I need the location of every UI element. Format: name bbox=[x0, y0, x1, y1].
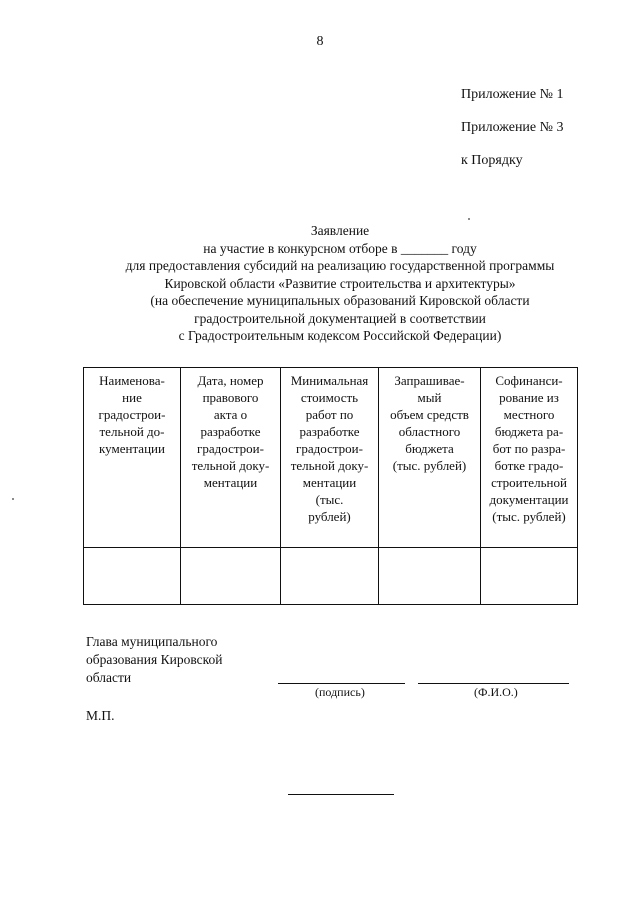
appendix-number-3: Приложение № 3 bbox=[461, 120, 564, 135]
title-line: (на обеспечение муниципальных образований Кировской области bbox=[150, 293, 530, 308]
header-requested-amount-text: Запрашивае- мый объем средств областного бюджета (тыс. рублей) bbox=[390, 373, 469, 473]
appendix-procedure-ref: к Порядку bbox=[461, 153, 523, 168]
application-title-block bbox=[40, 222, 640, 345]
full-name-line[interactable] bbox=[418, 683, 569, 684]
official-position-label: Глава муниципального образования Кировской области bbox=[86, 634, 223, 685]
table-header-row bbox=[84, 368, 578, 548]
header-min-cost-text: Минимальная стоимость работ по разработке градострои- тельной доку- ментации (тыс. рублей) bbox=[290, 373, 369, 524]
title-line: градостроительной документацией в соответствии bbox=[194, 310, 486, 326]
header-cofinancing bbox=[481, 368, 578, 548]
scan-speck bbox=[12, 498, 14, 500]
full-name-caption: (Ф.И.О.) bbox=[474, 685, 518, 699]
title-line: Кировской области «Развитие строительства и архитектуры» bbox=[164, 275, 516, 291]
signature-line[interactable] bbox=[278, 683, 405, 684]
empty-cell-min-cost[interactable] bbox=[281, 548, 379, 605]
header-requested-amount bbox=[379, 368, 481, 548]
bottom-divider-line bbox=[288, 794, 394, 795]
title-line: с Градостроительным кодексом Российской Федерации) bbox=[178, 328, 502, 343]
signature-caption: (подпись) bbox=[315, 685, 365, 699]
header-cofinancing-text: Софинанси- рование из местного бюджета ра- бот по разра- ботке градо- строительной документации (тыс. рублей) bbox=[489, 373, 569, 524]
header-legal-act bbox=[181, 368, 281, 548]
empty-cell-legal-act[interactable] bbox=[181, 548, 281, 605]
table-row bbox=[84, 548, 578, 605]
page-number: 8 bbox=[316, 34, 324, 49]
header-doc-name-text: Наименова- ние градострои- тельной до- кументации bbox=[98, 373, 166, 456]
header-min-cost bbox=[281, 368, 379, 548]
seal-placeholder: М.П. bbox=[86, 708, 115, 723]
title-line: для предоставления субсидий на реализацию государственной программы bbox=[125, 258, 555, 273]
title-line: на участие в конкурсном отборе в _______ году bbox=[203, 240, 477, 256]
empty-cell-cofinancing[interactable] bbox=[481, 548, 578, 605]
application-table bbox=[83, 367, 578, 605]
header-legal-act-text: Дата, номер правового акта о разработке градострои- тельной доку- ментации bbox=[191, 373, 270, 490]
application-heading: Заявление bbox=[310, 223, 370, 238]
appendix-number-1: Приложение № 1 bbox=[461, 87, 564, 102]
header-doc-name bbox=[84, 368, 181, 548]
empty-cell-doc-name[interactable] bbox=[84, 548, 181, 605]
empty-cell-requested-amount[interactable] bbox=[379, 548, 481, 605]
scan-speck bbox=[468, 218, 470, 220]
